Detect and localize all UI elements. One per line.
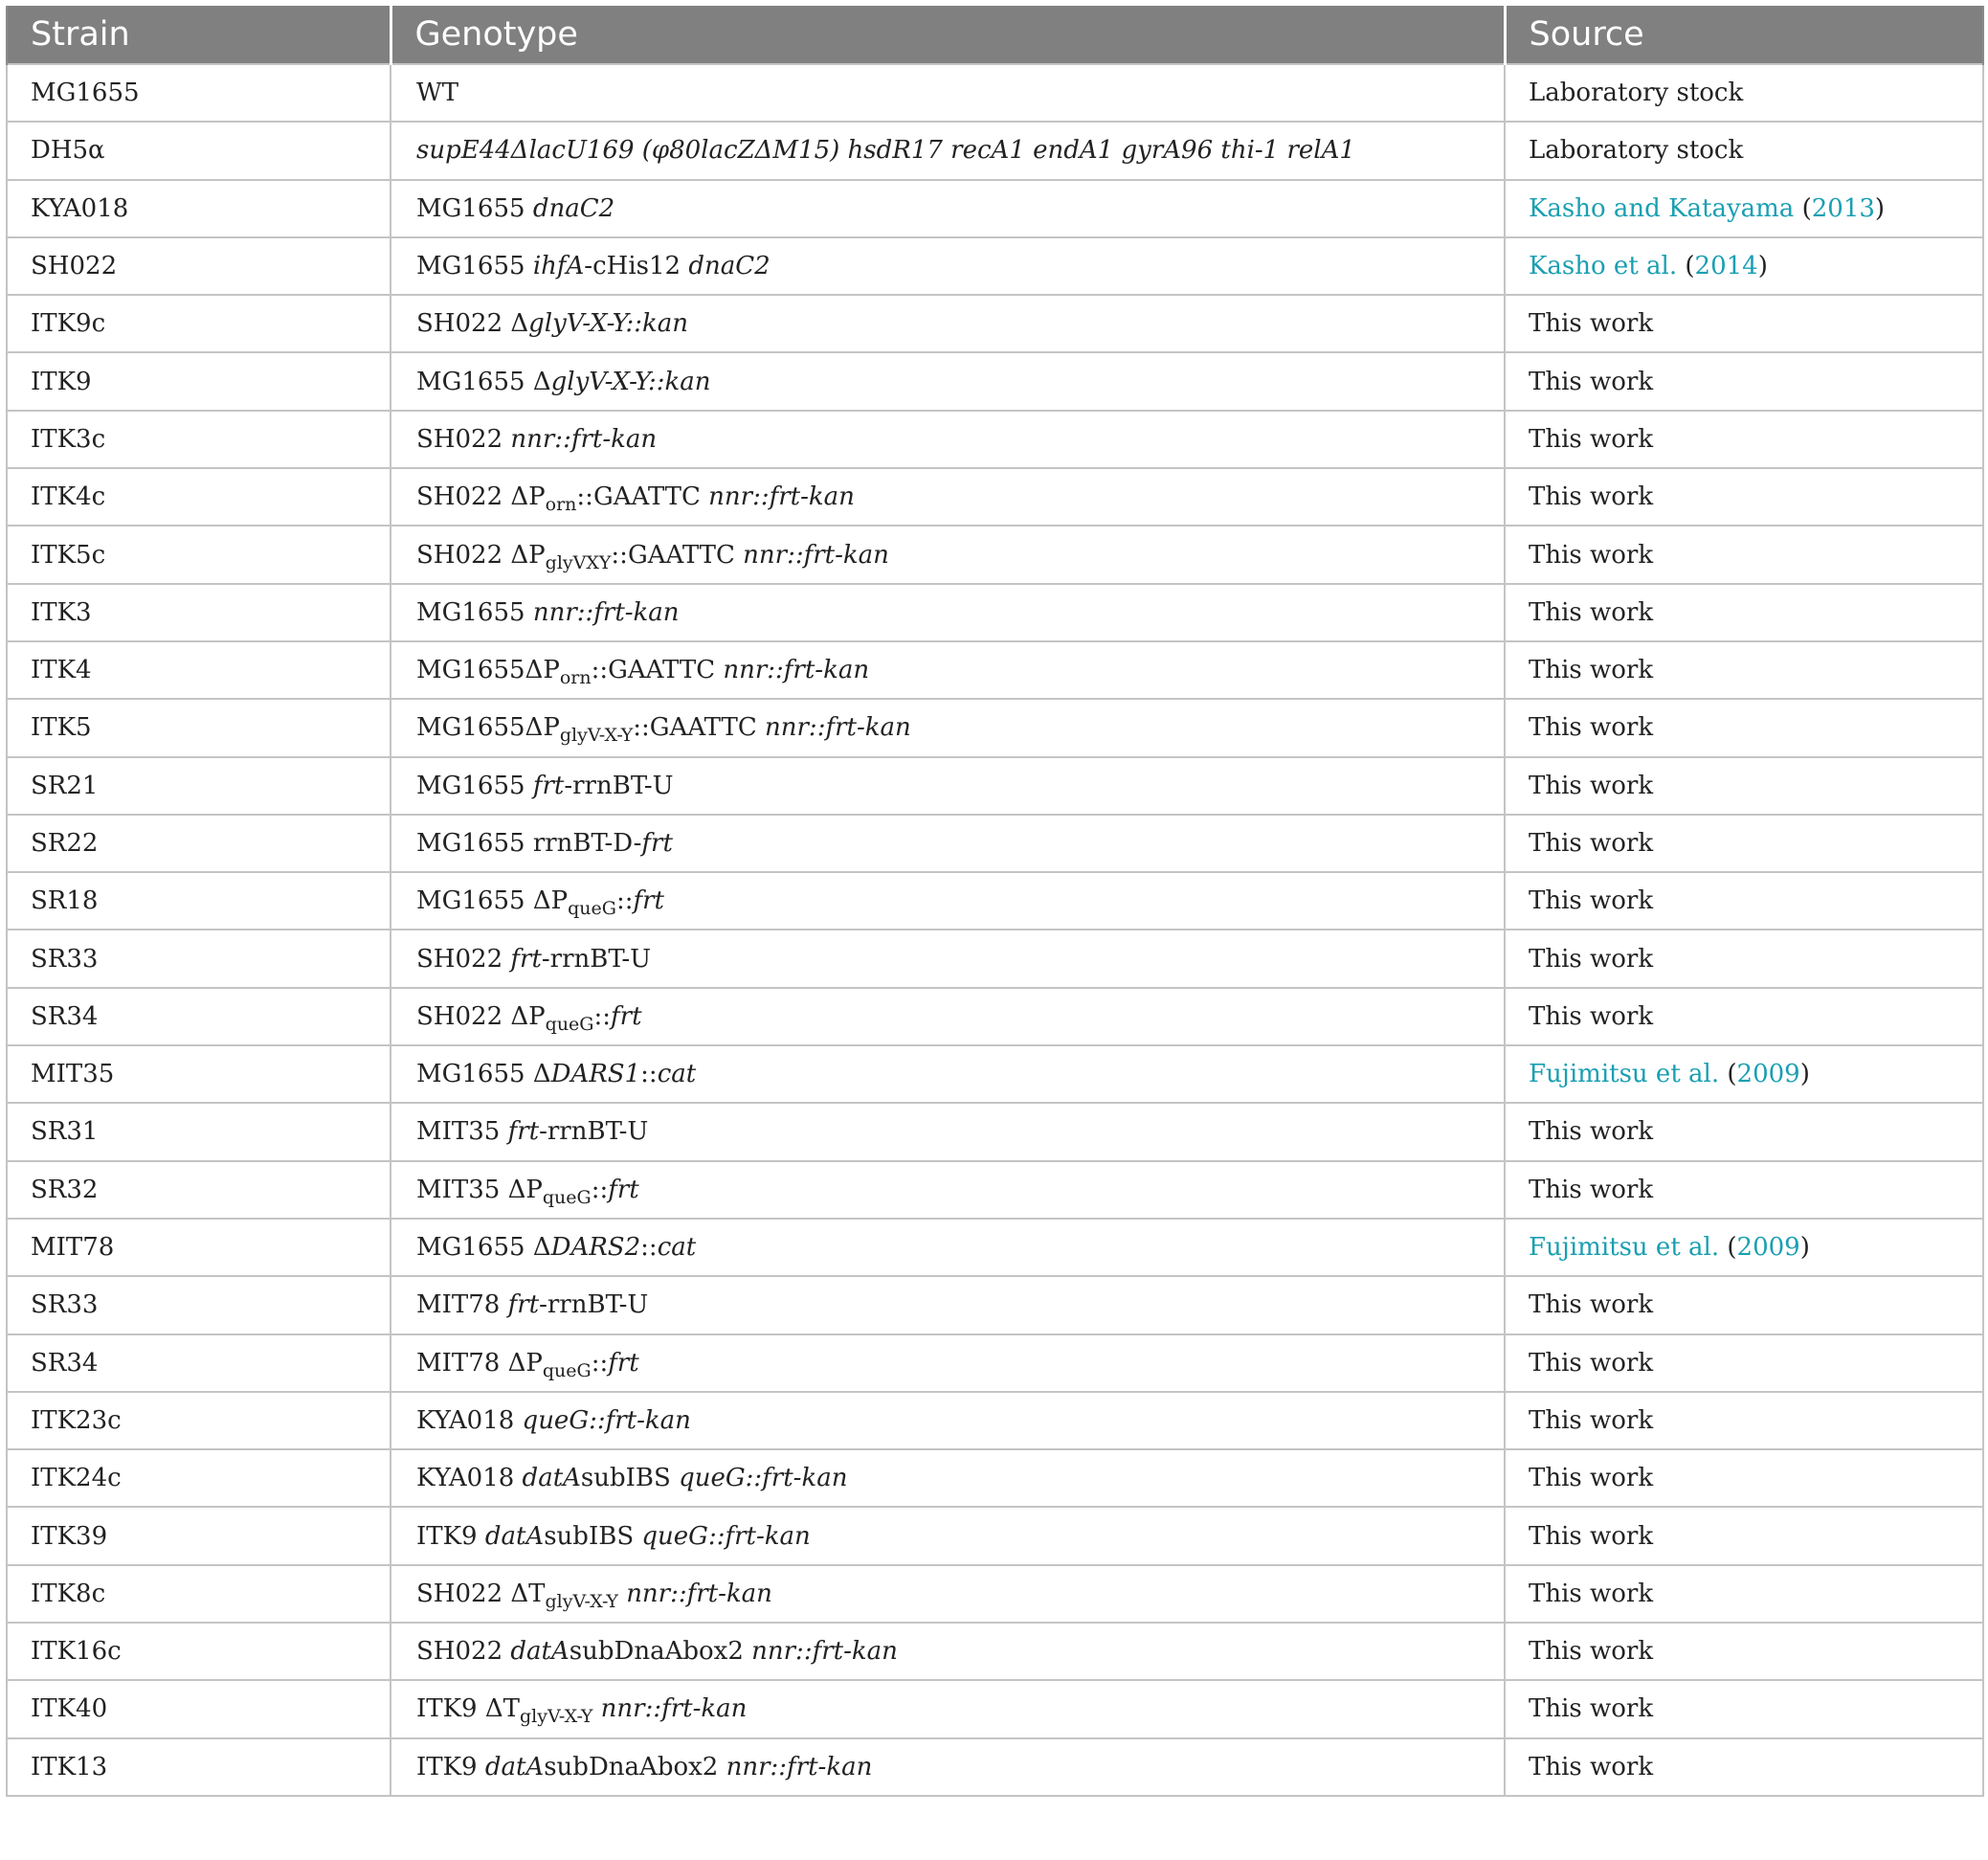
cell-genotype: [391, 1738, 1505, 1796]
text-segment: -rrnBT-U: [564, 771, 674, 800]
text-segment: KYA018: [416, 1405, 523, 1435]
italic-text: frt: [641, 829, 673, 858]
cell-genotype: [391, 930, 1505, 987]
cell-genotype: [391, 352, 1505, 410]
cell-strain: ITK23c: [7, 1392, 391, 1449]
subscript: queG: [545, 1013, 594, 1035]
text-segment: This work: [1529, 1290, 1654, 1320]
italic-text: frt: [507, 1117, 540, 1147]
cell-source: [1505, 180, 1983, 237]
cell-genotype: [391, 411, 1505, 468]
text-segment: This work: [1529, 540, 1654, 570]
text-segment: ITK9: [416, 1752, 485, 1782]
text-segment: MG1655 Δ: [416, 367, 551, 396]
italic-text: queG::frt-kan: [522, 1405, 691, 1435]
cell-source: [1505, 699, 1983, 756]
cell-genotype: [391, 641, 1505, 699]
cell-genotype: [391, 237, 1505, 295]
table-row: [7, 1161, 1983, 1219]
italic-text: nnr::frt-kan: [723, 656, 870, 685]
cell-genotype: [391, 1565, 1505, 1623]
italic-text: glyV-X-Y::kan: [550, 367, 711, 396]
cell-genotype: [391, 1392, 1505, 1449]
text-segment: MG1655 Δ: [416, 1233, 551, 1263]
text-segment: This work: [1529, 482, 1654, 512]
subscript: glyV-X-Y: [559, 725, 634, 747]
cell-source: [1505, 1219, 1983, 1276]
cell-genotype: [391, 1449, 1505, 1507]
cell-source: [1505, 1680, 1983, 1737]
table-row: [7, 1738, 1983, 1796]
italic-text: ihfA: [532, 252, 585, 281]
cell-genotype: [391, 815, 1505, 872]
cell-strain: SR21: [7, 757, 391, 815]
citation-link[interactable]: Fujimitsu et al.: [1529, 1233, 1720, 1263]
citation-link[interactable]: Kasho et al.: [1529, 252, 1678, 281]
text-segment: ::: [593, 1001, 612, 1031]
text-segment: -cHis12: [584, 252, 689, 281]
italic-text: nnr::frt-kan: [600, 1694, 748, 1724]
italic-text: dnaC2: [532, 193, 615, 223]
italic-text: nnr::frt-kan: [510, 424, 658, 454]
cell-source: [1505, 1738, 1983, 1796]
table-row: [7, 468, 1983, 526]
table-row: [7, 122, 1983, 179]
cell-source: [1505, 295, 1983, 352]
table-row: [7, 1392, 1983, 1449]
subscript: queG: [542, 1186, 592, 1208]
cell-genotype: [391, 757, 1505, 815]
text-segment: MIT35: [416, 1117, 508, 1147]
table-row: [7, 584, 1983, 641]
cell-strain: ITK3c: [7, 411, 391, 468]
text-segment: (: [1677, 252, 1695, 281]
cell-strain: ITK13: [7, 1738, 391, 1796]
text-segment: SH022 ΔP: [416, 482, 546, 512]
italic-text: datA: [510, 1637, 570, 1667]
text-segment: ::: [591, 1175, 609, 1204]
italic-text: frt: [507, 1290, 540, 1320]
text-segment: subIBS: [544, 1521, 642, 1551]
cell-genotype: [391, 1161, 1505, 1219]
text-segment: This work: [1529, 367, 1654, 396]
text-segment: SH022: [416, 944, 511, 974]
text-segment: ::: [615, 886, 634, 916]
text-segment: This work: [1529, 1405, 1654, 1435]
cell-source: [1505, 1161, 1983, 1219]
text-segment: MG1655 rrnBT-D-: [416, 829, 642, 858]
text-segment: MG1655: [416, 252, 533, 281]
text-segment: (: [1719, 1233, 1737, 1263]
header-row: [7, 6, 1983, 64]
table-row: [7, 526, 1983, 583]
cell-strain: KYA018: [7, 180, 391, 237]
cell-genotype: [391, 1219, 1505, 1276]
text-segment: SH022 Δ: [416, 309, 529, 339]
cell-strain: ITK5c: [7, 526, 391, 583]
table-row: [7, 1507, 1983, 1564]
italic-text: frt: [611, 1001, 642, 1031]
cell-genotype: [391, 1334, 1505, 1392]
italic-text: datA: [522, 1464, 581, 1493]
cell-strain: SR34: [7, 988, 391, 1045]
italic-text: datA: [484, 1752, 545, 1782]
italic-text: datA: [484, 1521, 545, 1551]
text-segment: (: [1794, 193, 1812, 223]
cell-genotype: [391, 526, 1505, 583]
text-segment: subDnaAbox2: [569, 1637, 752, 1667]
text-segment: -rrnBT-U: [541, 944, 652, 974]
cell-source: [1505, 1045, 1983, 1103]
cell-genotype: [391, 584, 1505, 641]
cell-source: [1505, 1449, 1983, 1507]
italic-text: cat: [657, 1233, 697, 1263]
text-segment: This work: [1529, 771, 1654, 800]
text-segment: WT: [416, 78, 459, 108]
cell-strain: ITK24c: [7, 1449, 391, 1507]
cell-strain: SR18: [7, 872, 391, 930]
table-row: [7, 180, 1983, 237]
text-segment: MG1655ΔP: [416, 656, 560, 685]
table-row: [7, 64, 1983, 122]
cell-genotype: [391, 468, 1505, 526]
cell-genotype: [391, 1045, 1505, 1103]
text-segment: This work: [1529, 309, 1654, 339]
table-row: [7, 699, 1983, 756]
text-segment: subDnaAbox2: [544, 1752, 726, 1782]
text-segment: This work: [1529, 1348, 1654, 1378]
text-segment: This work: [1529, 944, 1654, 974]
table-row: [7, 872, 1983, 930]
italic-text: dnaC2: [688, 252, 771, 281]
cell-genotype: [391, 1623, 1505, 1680]
text-segment: MG1655: [416, 771, 533, 800]
text-segment: -rrnBT-U: [539, 1117, 649, 1147]
table-row: [7, 295, 1983, 352]
text-segment: This work: [1529, 1637, 1654, 1667]
text-segment: ): [1757, 252, 1768, 281]
text-segment: ::GAATTC: [633, 713, 766, 743]
header-genotype: Genotype: [391, 6, 1505, 64]
cell-source: [1505, 122, 1983, 179]
text-segment: SH022 ΔP: [416, 540, 546, 570]
cell-strain: ITK16c: [7, 1623, 391, 1680]
cell-strain: MIT35: [7, 1045, 391, 1103]
text-segment: ::: [591, 1348, 609, 1378]
citation-link[interactable]: 2009: [1736, 1060, 1800, 1089]
italic-text: nnr::frt-kan: [751, 1637, 898, 1667]
cell-strain: ITK4c: [7, 468, 391, 526]
text-segment: This work: [1529, 1001, 1654, 1031]
cell-strain: SH022: [7, 237, 391, 295]
cell-strain: ITK5: [7, 699, 391, 756]
cell-source: [1505, 988, 1983, 1045]
text-segment: MG1655 Δ: [416, 1060, 551, 1089]
cell-source: [1505, 1507, 1983, 1564]
text-segment: ::GAATTC: [611, 540, 744, 570]
cell-source: [1505, 411, 1983, 468]
cell-genotype: [391, 122, 1505, 179]
text-segment: MIT78 ΔP: [416, 1348, 543, 1378]
cell-strain: ITK40: [7, 1680, 391, 1737]
table-row: [7, 237, 1983, 295]
text-segment: subIBS: [580, 1464, 680, 1493]
cell-genotype: [391, 1680, 1505, 1737]
table-row: [7, 641, 1983, 699]
text-segment: MG1655: [416, 193, 533, 223]
subscript: glyV-X-Y: [545, 1590, 618, 1612]
cell-source: [1505, 1103, 1983, 1160]
text-segment: [592, 1694, 600, 1723]
table-header: [7, 6, 1983, 64]
text-segment: This work: [1529, 1175, 1654, 1204]
table-body: [7, 64, 1983, 1796]
text-segment: SH022 ΔT: [416, 1579, 546, 1608]
table-row: [7, 757, 1983, 815]
italic-text: nnr::frt-kan: [532, 597, 680, 627]
table-row: [7, 1449, 1983, 1507]
text-segment: ::GAATTC: [591, 656, 724, 685]
table-row: [7, 1276, 1983, 1333]
italic-text: queG::frt-kan: [641, 1521, 811, 1551]
citation-link[interactable]: 2009: [1736, 1233, 1800, 1263]
cell-source: [1505, 584, 1983, 641]
italic-text: DARS2: [550, 1233, 641, 1263]
subscript: glyV-X-Y: [519, 1706, 593, 1728]
text-segment: ): [1799, 1060, 1810, 1089]
cell-genotype: [391, 1276, 1505, 1333]
cell-strain: SR22: [7, 815, 391, 872]
cell-source: [1505, 352, 1983, 410]
table-row: [7, 930, 1983, 987]
text-segment: This work: [1529, 713, 1654, 743]
text-segment: [618, 1580, 626, 1608]
cell-strain: SR33: [7, 930, 391, 987]
cell-source: [1505, 237, 1983, 295]
cell-source: [1505, 64, 1983, 122]
text-segment: This work: [1529, 1752, 1654, 1782]
italic-text: nnr::frt-kan: [708, 482, 855, 512]
cell-strain: SR34: [7, 1334, 391, 1392]
cell-source: [1505, 1565, 1983, 1623]
italic-text: cat: [657, 1060, 697, 1089]
text-segment: This work: [1529, 1694, 1654, 1724]
cell-genotype: [391, 988, 1505, 1045]
italic-text: glyV-X-Y::kan: [528, 309, 689, 339]
text-segment: (: [1719, 1060, 1737, 1089]
italic-text: frt: [510, 944, 542, 974]
table-row: [7, 1680, 1983, 1737]
cell-source: [1505, 1623, 1983, 1680]
table-row: [7, 815, 1983, 872]
table-row: [7, 1103, 1983, 1160]
text-segment: KYA018: [416, 1464, 523, 1493]
cell-strain: ITK3: [7, 584, 391, 641]
text-segment: SH022: [416, 1637, 511, 1667]
text-segment: This work: [1529, 1464, 1654, 1493]
cell-source: [1505, 1334, 1983, 1392]
table-row: [7, 1334, 1983, 1392]
text-segment: -rrnBT-U: [539, 1290, 649, 1320]
cell-source: [1505, 468, 1983, 526]
cell-source: [1505, 641, 1983, 699]
cell-source: [1505, 872, 1983, 930]
subscript: orn: [559, 667, 592, 689]
citation-link[interactable]: Kasho and Katayama: [1529, 193, 1795, 223]
italic-text: frt: [532, 771, 565, 800]
text-segment: ): [1799, 1233, 1810, 1263]
italic-text: nnr::frt-kan: [765, 713, 911, 743]
cell-genotype: [391, 1103, 1505, 1160]
text-segment: Laboratory stock: [1529, 78, 1744, 108]
italic-text: nnr::frt-kan: [626, 1579, 772, 1608]
cell-strain: MG1655: [7, 64, 391, 122]
header-source: Source: [1505, 6, 1983, 64]
text-segment: MG1655: [416, 597, 533, 627]
italic-text: nnr::frt-kan: [743, 540, 889, 570]
text-segment: This work: [1529, 1579, 1654, 1608]
cell-strain: ITK9: [7, 352, 391, 410]
text-segment: ::: [640, 1233, 658, 1263]
text-segment: This work: [1529, 424, 1654, 454]
subscript: queG: [568, 898, 616, 920]
text-segment: This work: [1529, 829, 1654, 858]
subscript: glyVXY: [545, 551, 612, 573]
italic-text: nnr::frt-kan: [726, 1752, 873, 1782]
text-segment: This work: [1529, 1117, 1654, 1147]
cell-genotype: [391, 699, 1505, 756]
text-segment: This work: [1529, 1521, 1654, 1551]
subscript: queG: [542, 1359, 592, 1381]
table-row: [7, 352, 1983, 410]
table-row: [7, 1623, 1983, 1680]
table-row: [7, 1045, 1983, 1103]
cell-strain: ITK8c: [7, 1565, 391, 1623]
cell-strain: ITK4: [7, 641, 391, 699]
cell-strain: SR31: [7, 1103, 391, 1160]
cell-genotype: [391, 295, 1505, 352]
table-row: [7, 988, 1983, 1045]
text-segment: ITK9: [416, 1521, 485, 1551]
text-segment: Laboratory stock: [1529, 136, 1744, 166]
text-segment: This work: [1529, 656, 1654, 685]
text-segment: This work: [1529, 886, 1654, 916]
cell-strain: MIT78: [7, 1219, 391, 1276]
text-segment: MG1655ΔP: [416, 713, 560, 743]
cell-genotype: [391, 872, 1505, 930]
text-segment: MIT78: [416, 1290, 508, 1320]
italic-text: frt: [608, 1175, 639, 1204]
table-row: [7, 1219, 1983, 1276]
text-segment: MIT35 ΔP: [416, 1175, 543, 1204]
cell-source: [1505, 757, 1983, 815]
italic-text: frt: [608, 1348, 639, 1378]
cell-strain: SR33: [7, 1276, 391, 1333]
text-segment: ITK9 ΔT: [416, 1694, 520, 1724]
citation-link[interactable]: 2014: [1694, 252, 1758, 281]
citation-link[interactable]: Fujimitsu et al.: [1529, 1060, 1720, 1089]
italic-text: frt: [633, 886, 664, 916]
table-row: [7, 411, 1983, 468]
text-segment: SH022 ΔP: [416, 1001, 546, 1031]
italic-text: supE44ΔlacU169 (φ80lacZΔM15) hsdR17 recA1 endA1 gyrA96 thi-1 relA1: [416, 136, 1355, 166]
cell-strain: SR32: [7, 1161, 391, 1219]
italic-text: queG::frt-kan: [679, 1464, 848, 1493]
italic-text: DARS1: [550, 1060, 641, 1089]
cell-source: [1505, 526, 1983, 583]
text-segment: SH022: [416, 424, 511, 454]
text-segment: This work: [1529, 597, 1654, 627]
text-segment: ::GAATTC: [576, 482, 709, 512]
cell-genotype: [391, 1507, 1505, 1564]
table-row: [7, 1565, 1983, 1623]
text-segment: MG1655 ΔP: [416, 886, 569, 916]
cell-genotype: [391, 64, 1505, 122]
cell-source: [1505, 1392, 1983, 1449]
subscript: orn: [545, 494, 577, 516]
cell-genotype: [391, 180, 1505, 237]
text-segment: ): [1874, 193, 1886, 223]
strains-table: [6, 6, 1984, 1797]
cell-source: [1505, 815, 1983, 872]
cell-source: [1505, 930, 1983, 987]
cell-source: [1505, 1276, 1983, 1333]
cell-strain: DH5α: [7, 122, 391, 179]
cell-strain: ITK39: [7, 1507, 391, 1564]
header-strain: Strain: [7, 6, 391, 64]
text-segment: ::: [640, 1060, 658, 1089]
cell-strain: ITK9c: [7, 295, 391, 352]
citation-link[interactable]: 2013: [1811, 193, 1875, 223]
